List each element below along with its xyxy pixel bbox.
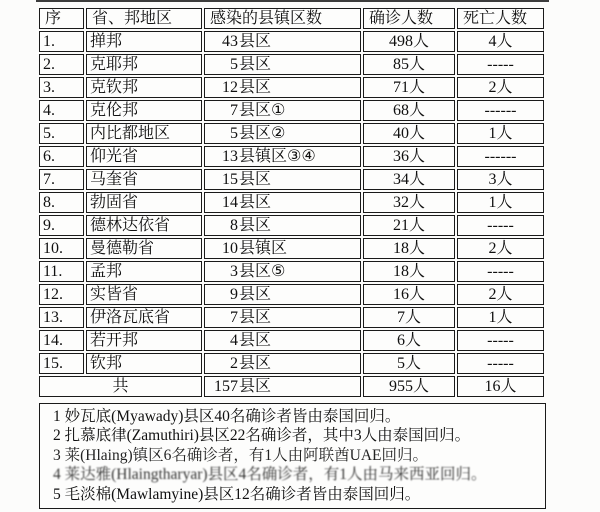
table-row — [39, 192, 544, 213]
cell-areas — [204, 284, 361, 305]
areas-count: 5 — [230, 56, 238, 73]
areas-count: 43 — [222, 33, 238, 50]
cell-deaths: 3人 — [457, 169, 544, 190]
cell-total-label: 共 — [39, 376, 202, 397]
cell-confirmed: 5人 — [363, 353, 455, 374]
areas-unit: 县区② — [239, 125, 286, 142]
areas-unit: 县区 — [239, 171, 272, 188]
cell-region: 内比都地区 — [86, 123, 202, 144]
cell-serial: 6. — [39, 146, 84, 167]
cell-serial: 5. — [39, 123, 84, 144]
cell-region: 伊洛瓦底省 — [86, 307, 202, 328]
cell-region: 掸邦 — [86, 31, 202, 52]
col-header-deaths: 死亡人数 — [457, 8, 544, 29]
cell-deaths: ----- — [457, 215, 544, 236]
cell-confirmed: 6人 — [363, 330, 455, 351]
cell-confirmed: 68人 — [363, 100, 455, 121]
total-areas-count: 157 — [214, 378, 238, 395]
areas-count: 3 — [230, 263, 238, 280]
col-header-areas: 感染的县镇区数 — [204, 8, 361, 29]
cell-areas — [204, 169, 361, 190]
cell-region: 德林达依省 — [86, 215, 202, 236]
cell-areas — [204, 307, 361, 328]
cell-areas — [204, 238, 361, 259]
footnote-line: 3 莱(Hlaing)镇区6名确诊者，有1人由阿联酋UAE回归。 — [53, 446, 428, 464]
areas-count: 15 — [222, 171, 238, 188]
cell-region: 若开邦 — [86, 330, 202, 351]
areas-unit: 县镇区③④ — [239, 148, 316, 165]
cell-region: 克钦邦 — [86, 77, 202, 98]
table-row — [39, 77, 544, 98]
areas-count: 7 — [230, 309, 238, 326]
cell-serial: 11. — [39, 261, 84, 282]
cell-deaths: ----- — [457, 353, 544, 374]
cell-region: 仰光省 — [86, 146, 202, 167]
cell-areas — [204, 330, 361, 351]
cell-serial: 1. — [39, 31, 84, 52]
cell-areas — [204, 31, 361, 52]
cell-deaths: ----- — [457, 54, 544, 75]
cell-serial: 12. — [39, 284, 84, 305]
cell-areas — [204, 123, 361, 144]
table-row — [39, 169, 544, 190]
areas-count: 4 — [230, 332, 238, 349]
page-top-edge-line — [36, 0, 549, 2]
cell-areas — [204, 261, 361, 282]
table-row — [39, 284, 544, 305]
col-header-confirmed: 确诊人数 — [363, 8, 455, 29]
cell-confirmed: 16人 — [363, 284, 455, 305]
areas-unit: 县区 — [239, 309, 272, 326]
cell-region: 曼德勒省 — [86, 238, 202, 259]
cell-confirmed: 40人 — [363, 123, 455, 144]
areas-count: 5 — [230, 125, 238, 142]
table-row — [39, 353, 544, 374]
areas-count: 7 — [230, 102, 238, 119]
cell-confirmed: 32人 — [363, 192, 455, 213]
areas-unit: 县区 — [239, 332, 272, 349]
cell-region: 克伦邦 — [86, 100, 202, 121]
cell-serial: 13. — [39, 307, 84, 328]
cell-total-confirmed: 955人 — [363, 376, 455, 397]
areas-unit: 县区① — [239, 102, 286, 119]
cell-confirmed: 18人 — [363, 238, 455, 259]
cell-deaths: 4人 — [457, 31, 544, 52]
cell-confirmed: 36人 — [363, 146, 455, 167]
cell-confirmed: 71人 — [363, 77, 455, 98]
footnote-line: 4 莱达雅(Hlaingtharyar)县区4名确诊者，有1人由马来西亚回归。 — [53, 466, 487, 484]
areas-count: 14 — [222, 194, 238, 211]
cell-deaths: 1人 — [457, 307, 544, 328]
footnote-line: 5 毛淡棉(Mawlamyine)县区12名确诊者皆由泰国回归。 — [53, 485, 421, 503]
cell-region: 马奎省 — [86, 169, 202, 190]
cell-deaths: 1人 — [457, 192, 544, 213]
cell-deaths: 2人 — [457, 238, 544, 259]
table-row — [39, 146, 544, 167]
areas-unit: 县区⑤ — [239, 263, 286, 280]
table-row — [39, 307, 544, 328]
areas-unit: 县区 — [239, 33, 272, 50]
total-areas-unit: 县区 — [239, 378, 272, 395]
cell-areas — [204, 192, 361, 213]
areas-unit: 县区 — [239, 355, 272, 372]
table-row — [39, 330, 544, 351]
statistics-table — [37, 6, 546, 399]
footnote-line: 2 扎慕底律(Zamuthiri)县区22名确诊者，其中3人由泰国回归。 — [53, 427, 471, 445]
cell-areas — [204, 100, 361, 121]
cell-serial: 10. — [39, 238, 84, 259]
areas-unit: 县区 — [239, 56, 272, 73]
cell-areas — [204, 54, 361, 75]
cell-region: 孟邦 — [86, 261, 202, 282]
areas-unit: 县区 — [239, 79, 272, 96]
cell-serial: 4. — [39, 100, 84, 121]
areas-unit: 县区 — [239, 286, 272, 303]
cell-areas — [204, 215, 361, 236]
areas-count: 13 — [222, 148, 238, 165]
cell-deaths: 1人 — [457, 123, 544, 144]
col-header-serial: 序 — [39, 8, 84, 29]
cell-deaths: ------ — [457, 100, 544, 121]
cell-confirmed: 7人 — [363, 307, 455, 328]
cell-areas — [204, 146, 361, 167]
areas-count: 9 — [230, 286, 238, 303]
cell-confirmed: 85人 — [363, 54, 455, 75]
table-row — [39, 100, 544, 121]
table-header-row — [39, 8, 544, 29]
cell-deaths: ----- — [457, 261, 544, 282]
cell-confirmed: 18人 — [363, 261, 455, 282]
cell-serial: 7. — [39, 169, 84, 190]
cell-region: 钦邦 — [86, 353, 202, 374]
footnotes-box — [39, 403, 546, 509]
cell-region: 克耶邦 — [86, 54, 202, 75]
areas-count: 2 — [230, 355, 238, 372]
cell-deaths: 2人 — [457, 284, 544, 305]
areas-count: 8 — [230, 217, 238, 234]
cell-total-deaths: 16人 — [457, 376, 544, 397]
table-row — [39, 215, 544, 236]
areas-unit: 县镇区 — [239, 240, 288, 257]
cell-serial: 8. — [39, 192, 84, 213]
cell-deaths: 2人 — [457, 77, 544, 98]
cell-serial: 3. — [39, 77, 84, 98]
cell-region: 实皆省 — [86, 284, 202, 305]
table-row — [39, 238, 544, 259]
cell-deaths: ----- — [457, 330, 544, 351]
table-row — [39, 31, 544, 52]
cell-serial: 15. — [39, 353, 84, 374]
cell-serial: 14. — [39, 330, 84, 351]
cell-areas — [204, 77, 361, 98]
table-total-row — [39, 376, 544, 397]
areas-count: 10 — [222, 240, 238, 257]
cell-confirmed: 498人 — [363, 31, 455, 52]
cell-deaths: ------ — [457, 146, 544, 167]
areas-unit: 县区 — [239, 194, 272, 211]
cell-serial: 9. — [39, 215, 84, 236]
areas-unit: 县区 — [239, 217, 272, 234]
col-header-region: 省、邦地区 — [86, 8, 202, 29]
table-row — [39, 54, 544, 75]
table-row — [39, 123, 544, 144]
areas-count: 12 — [222, 79, 238, 96]
cell-total-areas — [204, 376, 361, 397]
cell-confirmed: 34人 — [363, 169, 455, 190]
cell-confirmed: 21人 — [363, 215, 455, 236]
footnote-line: 1 妙瓦底(Myawady)县区40名确诊者皆由泰国回归。 — [53, 408, 401, 425]
cell-areas — [204, 353, 361, 374]
cell-serial: 2. — [39, 54, 84, 75]
table-row — [39, 261, 544, 282]
cell-region: 勃固省 — [86, 192, 202, 213]
